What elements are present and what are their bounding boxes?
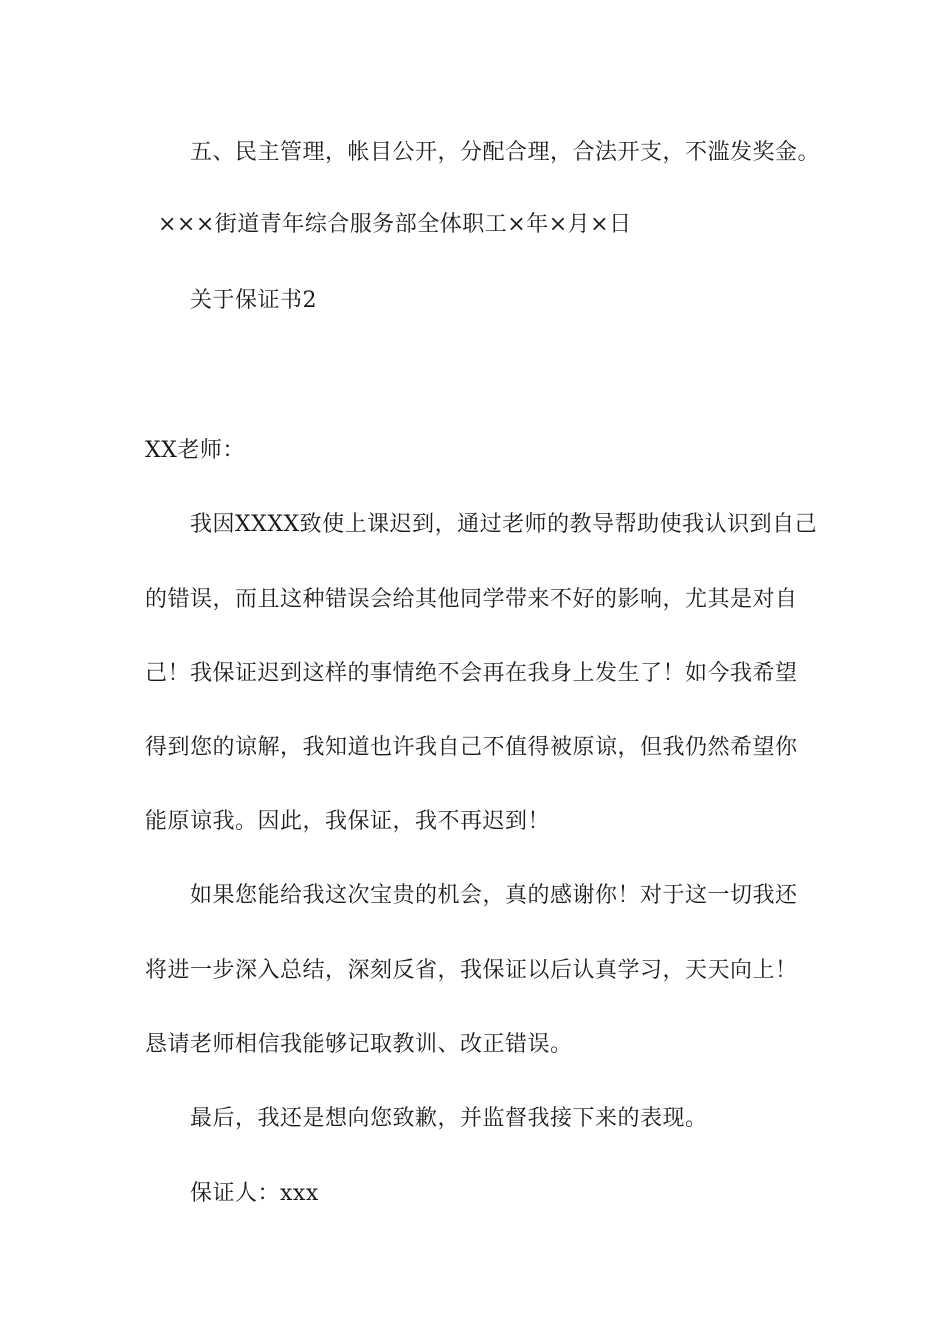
section-heading: 关于保证书2 [190,288,317,313]
paragraph-line: 恳请老师相信我能够记取教训、改正错误。 [145,1032,573,1057]
paragraph-line: 的错误，而且这种错误会给其他同学带来不好的影响，尤其是对自 [145,587,798,612]
paragraph-line: 如果您能给我这次宝贵的机会，真的感谢你！对于这一切我还 [190,883,798,908]
salutation: XX老师： [145,438,245,463]
paragraph-line: 最后，我还是想向您致歉，并监督我接下来的表现。 [190,1106,708,1131]
paragraph-line: 己！我保证迟到这样的事情绝不会再在我身上发生了！如今我希望 [145,661,798,686]
signatory-line: 保证人：xxx [190,1181,319,1206]
signature-date-line: ×××街道青年综合服务部全体职工×年×月×日 [158,212,632,237]
paragraph-line: 能原谅我。因此，我保证，我不再迟到！ [145,809,551,834]
paragraph-line: 我因XXXX致使上课迟到，通过老师的教导帮助使我认识到自己 [190,512,818,537]
paragraph-line: 将进一步深入总结，深刻反省，我保证以后认真学习，天天向上！ [145,958,798,983]
paragraph-line: 五、民主管理，帐目公开，分配合理，合法开支，不滥发奖金。 [190,140,821,165]
paragraph-line: 得到您的谅解，我知道也许我自己不值得被原谅，但我仍然希望你 [145,735,798,760]
